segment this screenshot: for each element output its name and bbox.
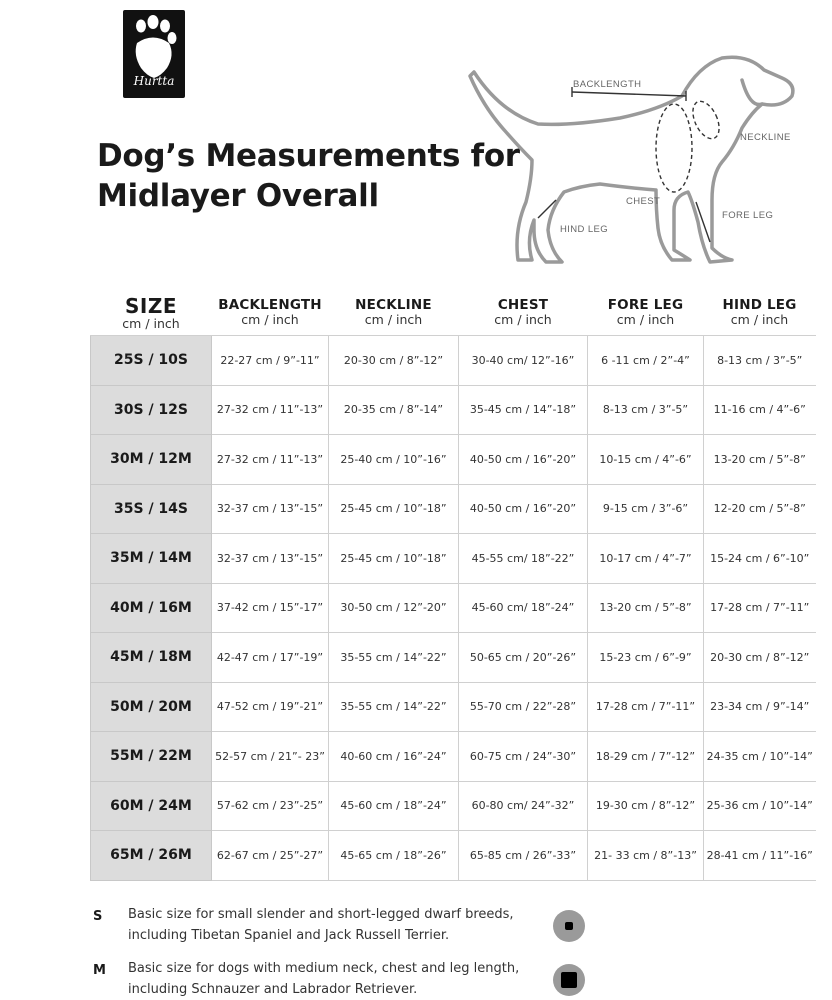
measurement-cell: 35-55 cm / 14”-22”	[329, 633, 459, 683]
table-row	[91, 534, 816, 584]
measurement-cell: 13-20 cm / 5”-8”	[588, 583, 704, 633]
measurement-cell: 27-32 cm / 11”-13”	[212, 385, 329, 435]
measurement-cell: 62-67 cm / 25”-27”	[212, 831, 329, 881]
measurement-cell: 8-13 cm / 3”-5”	[588, 385, 704, 435]
table-row	[91, 781, 816, 831]
page-title	[97, 136, 520, 216]
measurement-cell: 23-34 cm / 9”-14”	[704, 682, 816, 732]
size-cell: 50M / 20M	[91, 682, 212, 732]
label-neckline: NECKLINE	[740, 132, 791, 143]
measurement-cell: 32-37 cm / 13”-15”	[212, 534, 329, 584]
measurement-cell: 60-80 cm/ 24”-32”	[459, 781, 588, 831]
size-cell: 65M / 26M	[91, 831, 212, 881]
table-row	[91, 732, 816, 782]
measurement-cell: 21- 33 cm / 8”-13”	[588, 831, 704, 881]
measurement-cell: 65-85 cm / 26”-33”	[459, 831, 588, 881]
dog-measurement-diagram	[460, 50, 810, 275]
column-header-unit: cm / inch	[730, 312, 789, 327]
measurement-cell: 13-20 cm / 5”-8”	[704, 435, 816, 485]
measurement-cell: 40-60 cm / 16”-24”	[329, 732, 459, 782]
table-row	[91, 435, 816, 485]
measurement-cell: 9-15 cm / 3”-6”	[588, 484, 704, 534]
measurement-cell: 45-55 cm/ 18”-22”	[459, 534, 588, 584]
column-header-unit: cm / inch	[616, 312, 675, 327]
size-cell: 45M / 18M	[91, 633, 212, 683]
column-header-label: NECKLINE	[355, 297, 432, 313]
measurement-cell: 25-45 cm / 10”-18”	[329, 534, 459, 584]
measurement-cell: 40-50 cm / 16”-20”	[459, 435, 588, 485]
small-square-badge-icon	[553, 910, 585, 942]
measurement-cell: 25-36 cm / 10”-14”	[704, 781, 816, 831]
title-line-1: Dog’s Measurements for	[97, 138, 520, 174]
medium-square-badge-icon	[553, 964, 585, 996]
table-row	[91, 831, 816, 881]
size-cell: 30S / 12S	[91, 385, 212, 435]
measurement-cell: 6 -11 cm / 2”-4”	[588, 336, 704, 386]
table-row	[91, 583, 816, 633]
size-cell: 30M / 12M	[91, 435, 212, 485]
label-backlength: BACKLENGTH	[573, 79, 642, 90]
table-header-row	[91, 290, 816, 336]
measurement-cell: 25-45 cm / 10”-18”	[329, 484, 459, 534]
measurement-cell: 35-45 cm / 14”-18”	[459, 385, 588, 435]
measurement-cell: 50-65 cm / 20”-26”	[459, 633, 588, 683]
brand-logo	[123, 10, 185, 98]
measurement-cell: 20-30 cm / 8”-12”	[704, 633, 816, 683]
measurement-cell: 32-37 cm / 13”-15”	[212, 484, 329, 534]
size-cell: 35S / 14S	[91, 484, 212, 534]
column-header	[459, 290, 588, 336]
column-header-label: SIZE	[124, 293, 177, 318]
measurement-cell: 42-47 cm / 17”-19”	[212, 633, 329, 683]
measurement-cell: 37-42 cm / 15”-17”	[212, 583, 329, 633]
note-text: Basic size for dogs with medium neck, chest and leg length, including Schnauzer and Labrador Retriever.	[128, 961, 520, 997]
measurement-cell: 27-32 cm / 11”-13”	[212, 435, 329, 485]
label-hindleg: HIND LEG	[560, 224, 609, 235]
column-header	[212, 290, 329, 336]
table-row	[91, 682, 816, 732]
column-header	[588, 290, 704, 336]
table-row	[91, 484, 816, 534]
table-body	[91, 336, 816, 881]
measurement-cell: 15-23 cm / 6”-9”	[588, 633, 704, 683]
table-row	[91, 633, 816, 683]
column-header-unit: cm / inch	[241, 312, 299, 327]
measurement-cell: 11-16 cm / 4”-6”	[704, 385, 816, 435]
column-header-unit: cm / inch	[494, 312, 552, 327]
table-row	[91, 336, 816, 386]
measurement-cell: 20-35 cm / 8”-14”	[329, 385, 459, 435]
size-cell: 55M / 22M	[91, 732, 212, 782]
measurement-cell: 17-28 cm / 7”-11”	[704, 583, 816, 633]
column-header-label: FORE LEG	[607, 297, 684, 313]
measurement-cell: 10-17 cm / 4”-7”	[588, 534, 704, 584]
label-chest: CHEST	[626, 196, 661, 207]
size-cell: 35M / 14M	[91, 534, 212, 584]
measurement-cell: 52-57 cm / 21”- 23”	[212, 732, 329, 782]
measurement-cell: 30-40 cm/ 12”-16”	[459, 336, 588, 386]
note-key: S	[93, 909, 103, 924]
column-header-unit: cm / inch	[364, 312, 423, 327]
measurement-cell: 10-15 cm / 4”-6”	[588, 435, 704, 485]
note-text: Basic size for small slender and short-legged dwarf breeds, including Tibetan Spaniel and Jack Russell Terrier.	[128, 907, 514, 943]
measurement-cell: 45-60 cm / 18”-24”	[329, 781, 459, 831]
measurement-cell: 25-40 cm / 10”-16”	[329, 435, 459, 485]
measurement-cell: 15-24 cm / 6”-10”	[704, 534, 816, 584]
column-header-label: BACKLENGTH	[218, 297, 322, 313]
measurement-cell: 35-55 cm / 14”-22”	[329, 682, 459, 732]
measurement-cell: 17-28 cm / 7”-11”	[588, 682, 704, 732]
measurement-cell: 19-30 cm / 8”-12”	[588, 781, 704, 831]
measurement-cell: 24-35 cm / 10”-14”	[704, 732, 816, 782]
measurement-cell: 45-60 cm/ 18”-24”	[459, 583, 588, 633]
column-header	[329, 290, 459, 336]
measurement-cell: 18-29 cm / 7”-12”	[588, 732, 704, 782]
column-header	[91, 290, 212, 336]
size-cell: 40M / 16M	[91, 583, 212, 633]
table-row	[91, 385, 816, 435]
size-cell: 60M / 24M	[91, 781, 212, 831]
measurement-cell: 47-52 cm / 19”-21”	[212, 682, 329, 732]
column-header	[704, 290, 816, 336]
measurement-cell: 40-50 cm / 16”-20”	[459, 484, 588, 534]
measurement-cell: 57-62 cm / 23”-25”	[212, 781, 329, 831]
size-cell: 25S / 10S	[91, 336, 212, 386]
note-key: M	[93, 963, 106, 978]
column-header-label: HIND LEG	[722, 297, 797, 313]
measurement-cell: 55-70 cm / 22”-28”	[459, 682, 588, 732]
measurement-cell: 45-65 cm / 18”-26”	[329, 831, 459, 881]
brand-wordmark: Hurtta	[133, 74, 175, 88]
measurement-cell: 12-20 cm / 5”-8”	[704, 484, 816, 534]
measurement-cell: 22-27 cm / 9”-11”	[212, 336, 329, 386]
measurement-cell: 8-13 cm / 3”-5”	[704, 336, 816, 386]
column-header-unit: cm / inch	[122, 315, 180, 331]
size-chart-table	[90, 290, 816, 881]
measurement-cell: 28-41 cm / 11”-16”	[704, 831, 816, 881]
label-foreleg: FORE LEG	[722, 210, 774, 221]
measurement-cell: 30-50 cm / 12”-20”	[329, 583, 459, 633]
measurement-cell: 60-75 cm / 24”-30”	[459, 732, 588, 782]
column-header-label: CHEST	[497, 297, 549, 313]
title-line-2: Midlayer Overall	[97, 178, 379, 214]
measurement-cell: 20-30 cm / 8”-12”	[329, 336, 459, 386]
